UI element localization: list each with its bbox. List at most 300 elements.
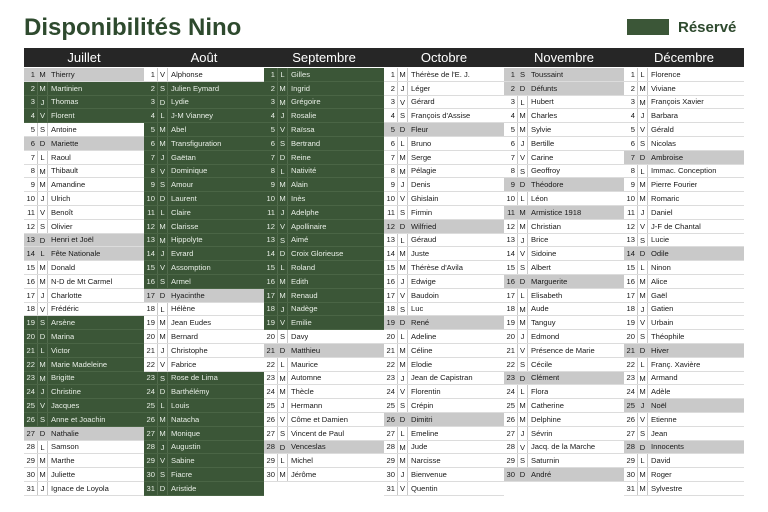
weekday-letter: L [277, 68, 288, 81]
day-row [624, 330, 744, 344]
weekday-letter: D [517, 275, 528, 288]
saint-name: Théophile [651, 332, 685, 342]
saint-name: Dominique [171, 166, 208, 176]
day-row [264, 358, 384, 372]
saint-name: Emeline [411, 428, 439, 438]
saint-name: Denis [411, 180, 431, 190]
weekday-letter: M [37, 261, 48, 274]
day-row [264, 220, 384, 234]
saint-name: Hélène [171, 304, 196, 314]
day-number: 31 [26, 483, 35, 493]
saint-name: Gérald [651, 125, 674, 135]
weekday-letter: D [277, 344, 288, 357]
day-number: 14 [26, 249, 35, 259]
weekday-letter: V [517, 151, 528, 164]
month-header-octobre: Octobre [420, 50, 468, 65]
day-row [264, 192, 384, 206]
weekday-letter: M [397, 151, 408, 164]
day-number: 3 [630, 97, 635, 107]
weekday-letter: J [37, 96, 48, 109]
day-row [504, 220, 624, 234]
saint-name: Juliette [51, 470, 76, 479]
weekday-letter: J [37, 289, 48, 302]
day-number: 11 [627, 207, 635, 217]
weekday-letter: V [37, 303, 48, 316]
saint-name: Armand [651, 373, 678, 383]
saint-name: Wilfried [411, 221, 437, 231]
saint-name: Charlotte [51, 290, 82, 300]
day-row [624, 275, 744, 289]
day-row [504, 316, 624, 330]
weekday-letter: M [37, 165, 48, 178]
weekday-letter: V [157, 358, 168, 371]
saint-name: Henri et Joël [51, 235, 94, 245]
weekday-letter: S [397, 206, 408, 219]
saint-name: Gilles [291, 69, 310, 79]
weekday-letter: L [397, 330, 408, 343]
day-number: 17 [626, 290, 635, 300]
day-row [384, 482, 504, 496]
weekday-letter: M [37, 68, 48, 81]
day-row [624, 96, 744, 110]
weekday-letter: M [37, 468, 48, 481]
saint-name: Romaric [651, 194, 680, 204]
saint-name: Innocents [651, 442, 684, 452]
day-row [144, 123, 264, 137]
day-row [24, 468, 144, 482]
weekday-letter: L [37, 344, 48, 357]
saint-name: Défunts [531, 83, 558, 93]
saint-name: Gérard [411, 97, 435, 107]
saint-name: Reine [291, 152, 311, 162]
weekday-letter: M [637, 385, 648, 398]
weekday-letter: M [397, 247, 408, 260]
day-number: 24 [506, 387, 515, 397]
day-number: 16 [386, 276, 395, 286]
day-row [624, 123, 744, 137]
day-number: 28 [146, 442, 155, 452]
weekday-letter: L [277, 454, 288, 467]
day-row [264, 303, 384, 317]
weekday-letter: V [277, 413, 288, 426]
saint-name: Bienvenue [411, 470, 447, 479]
day-row [144, 303, 264, 317]
weekday-letter: J [397, 468, 408, 481]
weekday-letter: M [157, 427, 168, 440]
saint-name: Thibault [51, 166, 79, 176]
day-row [504, 178, 624, 192]
saint-name: Florence [651, 69, 681, 79]
day-number: 3 [390, 97, 395, 107]
day-row [264, 427, 384, 441]
saint-name: Daniel [651, 207, 673, 217]
day-number: 9 [270, 180, 275, 190]
weekday-letter: V [277, 123, 288, 136]
weekday-letter: S [397, 109, 408, 122]
day-number: 23 [146, 373, 155, 383]
saint-name: Flora [531, 387, 549, 397]
saint-name: Léon [531, 194, 548, 204]
saint-name: Louis [171, 401, 190, 411]
day-row [504, 192, 624, 206]
page-title: Disponibilités Nino [24, 14, 242, 41]
weekday-letter: D [517, 372, 528, 385]
saint-name: Jérôme [291, 470, 317, 479]
weekday-letter: M [637, 372, 648, 385]
day-number: 13 [386, 235, 395, 245]
weekday-letter: M [637, 178, 648, 191]
day-number: 10 [266, 194, 275, 204]
day-row [384, 372, 504, 386]
day-number: 17 [26, 290, 35, 300]
day-row [504, 413, 624, 427]
saint-name: Jean de Capistran [411, 373, 473, 383]
day-number: 20 [626, 332, 635, 342]
day-row [264, 68, 384, 82]
day-number: 11 [387, 207, 395, 217]
weekday-letter: L [277, 358, 288, 371]
month-header-decembre: Décembre [654, 50, 714, 65]
day-row [144, 206, 264, 220]
legend-reserved-swatch [627, 19, 669, 35]
day-number: 15 [266, 263, 275, 273]
day-number: 27 [146, 428, 155, 438]
saint-name: Charles [531, 111, 558, 121]
month-column-juillet [24, 68, 144, 496]
day-row [264, 441, 384, 455]
day-number: 18 [146, 304, 155, 314]
day-row [504, 151, 624, 165]
day-number: 3 [30, 97, 35, 107]
day-number: 26 [626, 414, 635, 424]
day-number: 7 [630, 152, 635, 162]
weekday-letter: V [277, 220, 288, 233]
saint-name: Franç. Xavière [651, 359, 701, 369]
day-number: 31 [626, 483, 635, 493]
day-number: 8 [270, 166, 275, 176]
day-row [384, 178, 504, 192]
saint-name: Toussaint [531, 69, 564, 79]
day-number: 16 [506, 276, 515, 286]
day-number: 30 [266, 470, 275, 479]
saint-name: Cécile [531, 359, 553, 369]
saint-name: Sylvie [531, 125, 552, 135]
weekday-letter: M [397, 454, 408, 467]
day-number: 19 [386, 318, 395, 328]
day-row [264, 372, 384, 386]
day-row [384, 454, 504, 468]
day-number: 15 [146, 263, 155, 273]
saint-name: Edmond [531, 332, 560, 342]
saint-name: Brigitte [51, 373, 75, 383]
saint-name: Florentin [411, 387, 441, 397]
day-number: 13 [26, 235, 35, 245]
day-row [144, 482, 264, 496]
month-column-aout [144, 68, 264, 496]
day-row [24, 123, 144, 137]
day-number: 8 [510, 166, 515, 176]
weekday-letter: V [397, 96, 408, 109]
day-number: 22 [386, 359, 395, 369]
saint-name: Edith [291, 276, 309, 286]
saint-name: Laurent [171, 194, 197, 204]
day-number: 8 [630, 166, 635, 176]
day-row [624, 137, 744, 151]
saint-name: Jean Eudes [171, 318, 212, 328]
day-row [624, 441, 744, 455]
day-row [624, 68, 744, 82]
weekday-letter: S [517, 454, 528, 467]
day-row [24, 137, 144, 151]
month-column-septembre [264, 68, 384, 482]
saint-name: Rose de Lima [171, 373, 218, 383]
day-number: 4 [390, 111, 395, 121]
day-row [504, 372, 624, 386]
day-number: 9 [390, 180, 395, 190]
weekday-letter: S [157, 275, 168, 288]
saint-name: Claire [171, 207, 191, 217]
day-number: 12 [626, 221, 635, 231]
weekday-letter: M [397, 358, 408, 371]
day-number: 12 [146, 221, 155, 231]
day-row [264, 275, 384, 289]
saint-name: Marina [51, 332, 75, 342]
day-row [144, 68, 264, 82]
weekday-letter: D [397, 123, 408, 136]
day-number: 26 [266, 414, 275, 424]
day-row [24, 330, 144, 344]
weekday-letter: J [637, 399, 648, 412]
day-number: 28 [386, 442, 395, 452]
saint-name: Nathalie [51, 428, 79, 438]
day-number: 5 [510, 125, 515, 135]
saint-name: Abel [171, 125, 187, 135]
weekday-letter: D [277, 151, 288, 164]
day-row [144, 261, 264, 275]
day-row [264, 82, 384, 96]
day-row [504, 247, 624, 261]
day-row [24, 178, 144, 192]
saint-name: Hubert [531, 97, 554, 107]
day-row [24, 192, 144, 206]
day-row [24, 413, 144, 427]
saint-name: Ignace de Loyola [51, 483, 109, 493]
weekday-letter: D [517, 178, 528, 191]
day-row [384, 316, 504, 330]
weekday-letter: S [637, 427, 648, 440]
weekday-letter: M [517, 399, 528, 412]
day-number: 3 [510, 97, 515, 107]
day-row [504, 358, 624, 372]
weekday-letter: J [277, 303, 288, 316]
weekday-letter: M [517, 206, 528, 219]
day-row [504, 109, 624, 123]
weekday-letter: M [277, 192, 288, 205]
day-row [504, 303, 624, 317]
saint-name: Aude [531, 304, 549, 314]
day-row [624, 192, 744, 206]
day-row [24, 482, 144, 496]
weekday-letter: L [637, 358, 648, 371]
weekday-letter: M [277, 82, 288, 95]
weekday-letter: S [37, 123, 48, 136]
saint-name: Julien Eymard [171, 83, 220, 93]
day-number: 2 [270, 83, 275, 93]
day-number: 18 [506, 304, 515, 314]
day-row [264, 109, 384, 123]
day-number: 29 [386, 456, 395, 466]
saint-name: Gatien [651, 304, 674, 314]
day-row [144, 151, 264, 165]
day-number: 29 [26, 456, 35, 466]
weekday-letter: M [517, 303, 528, 316]
day-number: 22 [506, 359, 515, 369]
saint-name: Amour [171, 180, 194, 190]
weekday-letter: M [277, 372, 288, 385]
saint-name: Anne et Joachin [51, 414, 106, 424]
day-row [264, 289, 384, 303]
saint-name: Hiver [651, 345, 669, 355]
weekday-letter: J [277, 109, 288, 122]
day-number: 6 [630, 138, 635, 148]
day-row [624, 82, 744, 96]
weekday-letter: J [517, 330, 528, 343]
weekday-letter: S [517, 261, 528, 274]
saint-name: Croix Glorieuse [291, 249, 344, 259]
day-number: 10 [146, 194, 155, 204]
day-row [24, 372, 144, 386]
saint-name: Apollinaire [291, 221, 327, 231]
day-number: 9 [30, 180, 35, 190]
day-row [144, 178, 264, 192]
weekday-letter: S [277, 137, 288, 150]
day-number: 23 [266, 373, 275, 383]
day-row [264, 234, 384, 248]
weekday-letter: D [637, 344, 648, 357]
day-row [24, 303, 144, 317]
weekday-letter: M [517, 220, 528, 233]
weekday-letter: M [157, 330, 168, 343]
day-number: 29 [266, 456, 275, 466]
day-number: 24 [626, 387, 635, 397]
day-number: 19 [626, 318, 635, 328]
saint-name: Natacha [171, 414, 200, 424]
weekday-letter: M [637, 482, 648, 495]
saint-name: Hippolyte [171, 235, 203, 245]
saint-name: Viviane [651, 83, 676, 93]
weekday-letter: D [277, 247, 288, 260]
day-number: 9 [150, 180, 155, 190]
saint-name: Evrard [171, 249, 194, 259]
day-row [24, 385, 144, 399]
weekday-letter: J [397, 372, 408, 385]
day-number: 2 [150, 83, 155, 93]
weekday-letter: M [517, 123, 528, 136]
saint-name: Catherine [531, 401, 564, 411]
saint-name: Nativité [291, 166, 317, 176]
day-row [504, 330, 624, 344]
day-number: 1 [150, 69, 155, 79]
weekday-letter: S [517, 165, 528, 178]
weekday-letter: M [37, 275, 48, 288]
day-number: 23 [506, 373, 515, 383]
weekday-letter: S [637, 234, 648, 247]
saint-name: Fleur [411, 125, 429, 135]
day-number: 4 [150, 111, 155, 121]
saint-name: Quentin [411, 483, 438, 493]
weekday-letter: M [37, 372, 48, 385]
weekday-letter: D [637, 151, 648, 164]
saint-name: Géraud [411, 235, 437, 245]
day-row [384, 303, 504, 317]
day-number: 7 [150, 152, 155, 162]
weekday-letter: M [277, 289, 288, 302]
saint-name: Martinien [51, 83, 83, 93]
saint-name: Frédéric [51, 304, 79, 314]
day-row [264, 206, 384, 220]
saint-name: Dimitri [411, 414, 433, 424]
day-row [144, 165, 264, 179]
day-number: 2 [30, 83, 35, 93]
weekday-letter: M [157, 137, 168, 150]
weekday-letter: M [397, 68, 408, 81]
day-row [384, 192, 504, 206]
day-number: 19 [146, 318, 155, 328]
day-row [384, 330, 504, 344]
saint-name: Ambroise [651, 152, 684, 162]
day-row [24, 68, 144, 82]
saint-name: Clarisse [171, 221, 199, 231]
saint-name: Automne [291, 373, 322, 383]
weekday-letter: V [157, 165, 168, 178]
saint-name: Armistice 1918 [531, 207, 582, 217]
weekday-letter: V [37, 399, 48, 412]
day-number: 21 [146, 345, 155, 355]
saint-name: Fabrice [171, 359, 197, 369]
weekday-letter: L [517, 192, 528, 205]
saint-name: Sévrin [531, 428, 553, 438]
day-number: 22 [146, 359, 155, 369]
saint-name: J-M Vianney [171, 111, 214, 121]
weekday-letter: S [397, 303, 408, 316]
weekday-letter: S [277, 427, 288, 440]
saint-name: Rosalie [291, 111, 317, 121]
weekday-letter: S [157, 82, 168, 95]
saint-name: Serge [411, 152, 432, 162]
day-number: 14 [386, 249, 395, 259]
saint-name: Samson [51, 442, 79, 452]
day-number: 12 [386, 221, 395, 231]
saint-name: François Xavier [651, 97, 704, 107]
day-row [144, 220, 264, 234]
weekday-letter: V [637, 123, 648, 136]
weekday-letter: S [517, 68, 528, 81]
day-number: 20 [146, 332, 155, 342]
weekday-letter: J [397, 82, 408, 95]
day-row [264, 178, 384, 192]
weekday-letter: M [637, 275, 648, 288]
saint-name: Maurice [291, 359, 319, 369]
day-row [384, 123, 504, 137]
saint-name: Vincent de Paul [291, 428, 345, 438]
weekday-letter: L [517, 96, 528, 109]
weekday-letter: V [277, 316, 288, 329]
weekday-letter: V [397, 482, 408, 495]
day-row [504, 385, 624, 399]
day-number: 1 [390, 69, 395, 79]
day-number: 5 [390, 125, 395, 135]
day-number: 25 [386, 401, 395, 411]
